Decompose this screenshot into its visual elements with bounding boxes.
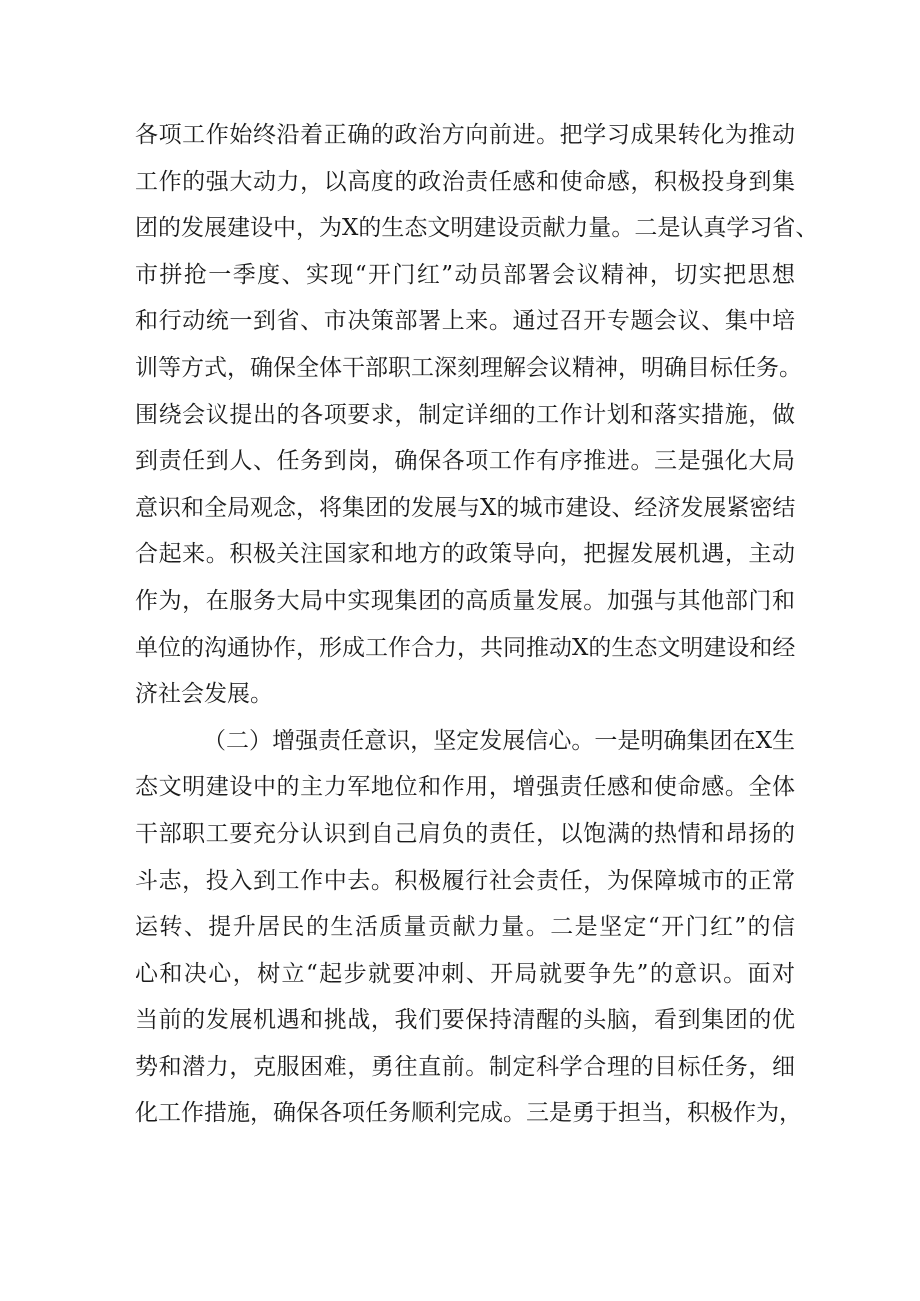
text-line: 化工作措施，确保各项任务顺利完成。三是勇于担当，积极作为， bbox=[135, 1100, 802, 1127]
body-text bbox=[135, 112, 819, 1137]
text-line: 和行动统一到省、市决策部署上来。通过召开专题会议、集中培 bbox=[135, 308, 795, 335]
text-line: 围绕会议提出的各项要求，制定详细的工作计划和落实措施，做 bbox=[135, 401, 795, 428]
section-heading-line: （二）增强责任意识，坚定发展信心。一是明确集团在X生 bbox=[203, 727, 795, 754]
text-line: 单位的沟通协作，形成工作合力，共同推动X的生态文明建设和经 bbox=[135, 634, 796, 661]
text-line: 工作的强大动力，以高度的政治责任感和使命感，积极投身到集 bbox=[135, 168, 795, 195]
text-line: 各项工作始终沿着正确的政治方向前进。把学习成果转化为推动 bbox=[135, 122, 795, 148]
text-line: 势和潜力，克服困难，勇往直前。制定科学合理的目标任务，细 bbox=[135, 1053, 795, 1080]
text-line: 运转、提升居民的生活质量贡献力量。二是坚定“开门红”的信 bbox=[135, 914, 795, 941]
text-line: 干部职工要充分认识到自己肩负的责任，以饱满的热情和昂扬的 bbox=[135, 820, 795, 847]
text-line: 心和决心，树立“起步就要冲刺、开局就要争先”的意识。面对 bbox=[135, 960, 795, 987]
text-line: 到责任到人、任务到岗，确保各项工作有序推进。三是强化大局 bbox=[135, 448, 795, 475]
text-line: 当前的发展机遇和挑战，我们要保持清醒的头脑，看到集团的优 bbox=[135, 1007, 795, 1034]
text-line: 济社会发展。 bbox=[135, 681, 273, 708]
text-line: 团的发展建设中，为X的生态文明建设贡献力量。二是认真学习省、 bbox=[135, 215, 819, 242]
text-line: 市拼抢一季度、实现“开门红”动员部署会议精神，切实把思想 bbox=[135, 261, 795, 288]
text-line: 态文明建设中的主力军地位和作用，增强责任感和使命感。全体 bbox=[135, 774, 795, 801]
text-line: 作为，在服务大局中实现集团的高质量发展。加强与其他部门和 bbox=[135, 587, 795, 614]
text-line: 训等方式，确保全体干部职工深刻理解会议精神，明确目标任务。 bbox=[135, 354, 802, 381]
text-line: 合起来。积极关注国家和地方的政策导向，把握发展机遇，主动 bbox=[135, 541, 795, 568]
text-line: 意识和全局观念，将集团的发展与X的城市建设、经济发展紧密结 bbox=[135, 494, 796, 521]
text-line: 斗志，投入到工作中去。积极履行社会责任，为保障城市的正常 bbox=[135, 867, 795, 894]
